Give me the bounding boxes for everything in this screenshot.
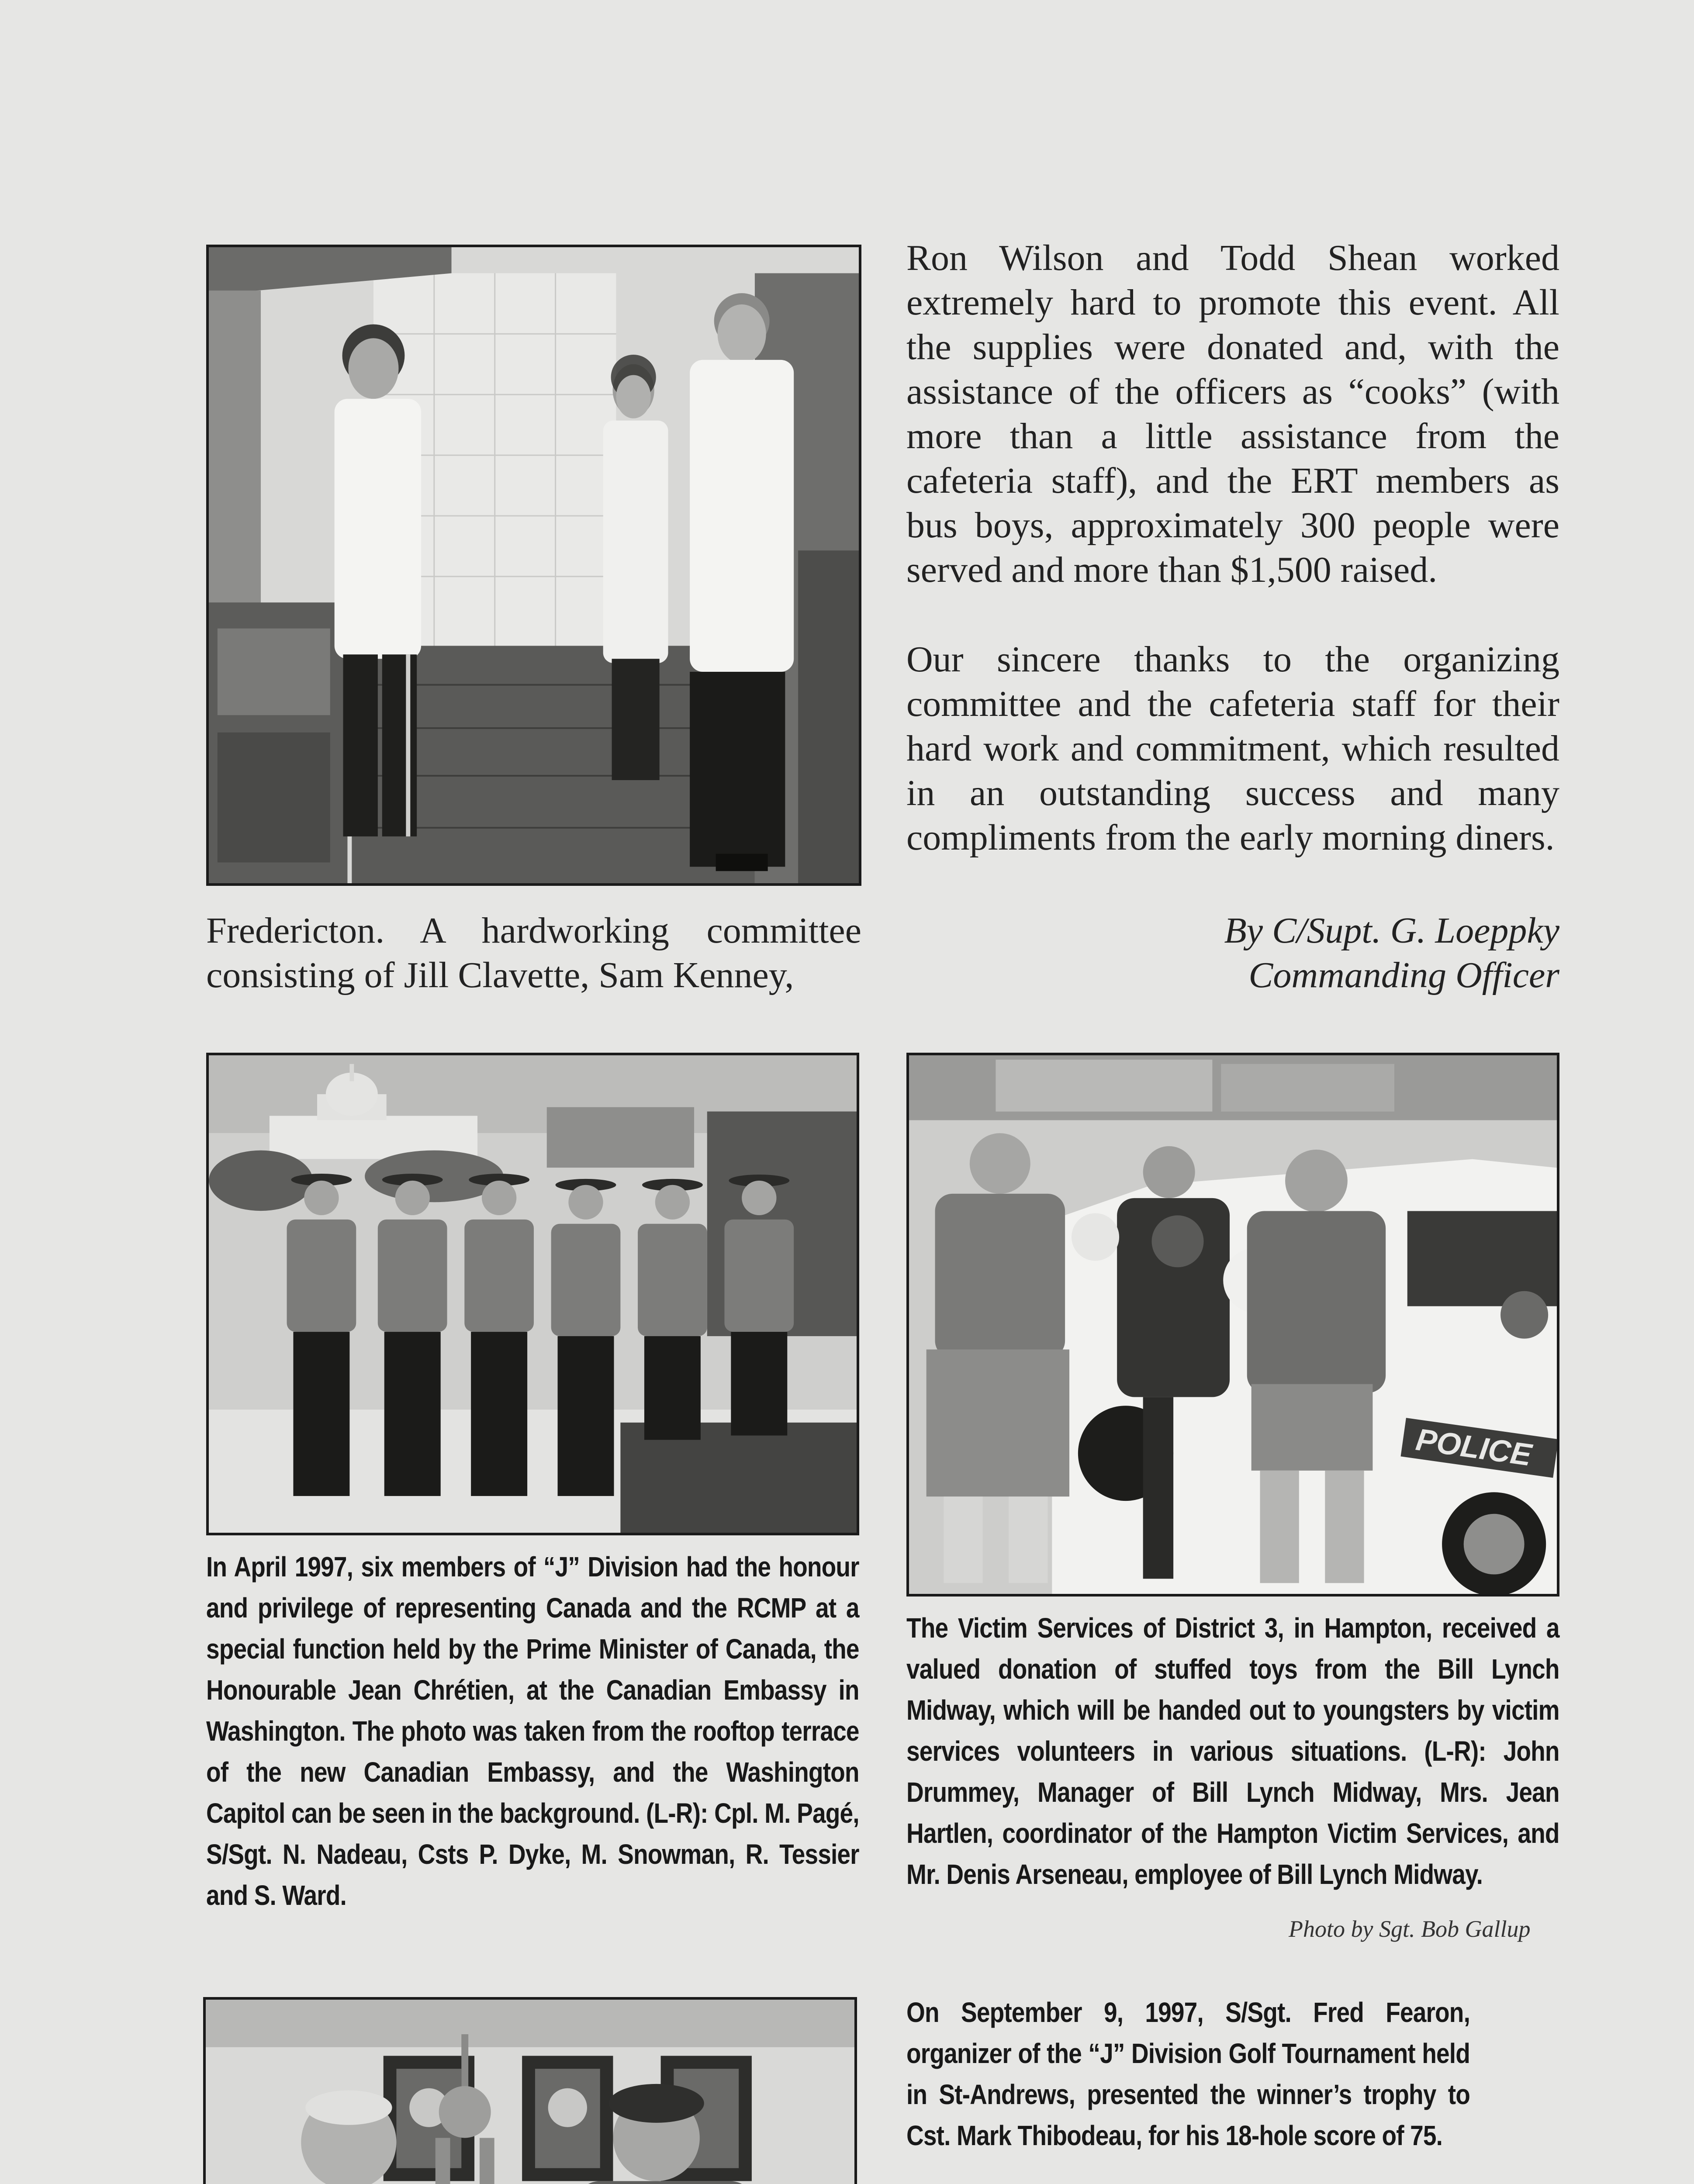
photo-kitchen-cooks — [206, 245, 861, 886]
photo-golf-trophy — [203, 1997, 857, 2184]
article-text-column-2 — [906, 236, 1559, 860]
photo-credit: Photo by Sgt. Bob Gallup — [1289, 1916, 1531, 1942]
police-car-label: POLICE — [1414, 1422, 1534, 1473]
photo-washington-embassy — [206, 1053, 859, 1535]
caption-golf: On September 9, 1997, S/Sgt. Fred Fearon, organizer of the “J” Division Golf Tournament held in St-Andrews, presented the winner’s trophy to Cst. Mark Thibodeau, for his 18-hole score of 75. — [906, 1997, 1470, 2151]
article-paragraph-2: Our sincere thanks to the organizing committee and the cafeteria staff for their hard work and commitment, which resulted in an outstanding success and many compliments from the early morning diners. — [906, 639, 1559, 858]
byline-name: By C/Supt. G. Loeppky — [1224, 910, 1559, 951]
caption-washington: In April 1997, six members of “J” Division had the honour and privilege of representing Canada and the RCMP at a special function held by the Prime Minister of Canada, the Honourable Jean Chrétien, at the Canadian Embassy in Washington. The photo was taken from the rooftop terrace of the new Canadian Embassy, and the Washington Capitol can be seen in the background. (L-R): Cpl. M. Pagé, S/Sgt. N. Nadeau, Csts P. Dyke, M. Snowman, R. Tessier and S. Ward. — [206, 1551, 859, 1911]
golf-trophy-image — [206, 2000, 854, 2184]
kitchen-image — [209, 247, 859, 883]
byline — [906, 909, 1559, 998]
byline-title: Commanding Officer — [1248, 955, 1559, 995]
article-paragraph-1: Ron Wilson and Todd Shean worked extremely hard to promote this event. All the supplies were donated and, with the assistance of the officers as “cooks” (with more than a little assistance from the cafeteria staff), and the ERT members as bus boys, approximately 300 people were served and more than $1,500 raised. — [906, 238, 1559, 590]
washington-image — [209, 1055, 857, 1533]
caption-victim-services: The Victim Services of District 3, in Hampton, received a valued donation of stuffed toys from the Bill Lynch Midway, which will be handed out to youngsters by victim services volunteers in various situations. (L-R): John Drummey, Manager of Bill Lynch Midway, Mrs. Jean Hartlen, coordinator of the Hampton Victim Services, and Mr. Denis Arseneau, employee of Bill Lynch Midway. — [906, 1612, 1559, 1890]
victim-services-image — [909, 1055, 1557, 1594]
photo-victim-services — [906, 1053, 1559, 1597]
article-text-fredericton: Fredericton. A hardworking committee consisting of Jill Clavette, Sam Kenney, — [206, 910, 861, 995]
